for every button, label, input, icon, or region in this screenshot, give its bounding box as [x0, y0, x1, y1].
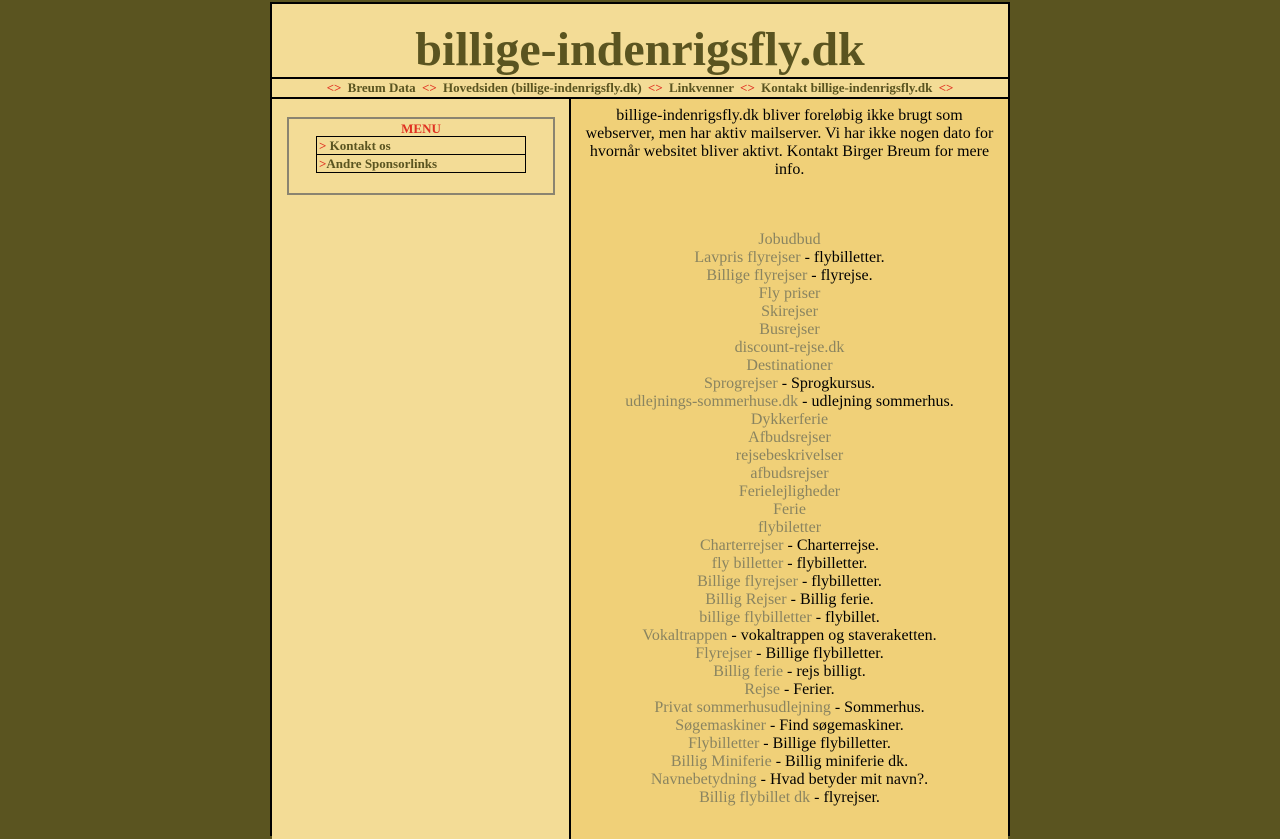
- link-row: [571, 375, 1008, 393]
- link-description: - udlejning sommerhus.: [798, 393, 954, 410]
- menu-item-sponsor-links[interactable]: [317, 155, 525, 173]
- link-row: [571, 735, 1008, 753]
- link-row: [571, 321, 1008, 339]
- menu-item-contact[interactable]: [317, 137, 525, 155]
- link-description: - vokaltrappen og staveraketten.: [727, 627, 937, 644]
- link-row: [571, 681, 1008, 699]
- menu-list: [316, 136, 526, 173]
- link-row: [571, 501, 1008, 519]
- sponsor-link[interactable]: Flybilletter: [688, 735, 760, 752]
- sponsor-link[interactable]: Charterrejser: [699, 537, 784, 554]
- sponsor-link[interactable]: Billige flyrejser: [697, 573, 798, 590]
- link-row: [571, 627, 1008, 645]
- nav-separator: <>: [740, 80, 755, 95]
- link-row: [571, 285, 1008, 303]
- sponsor-link[interactable]: flybiletter: [757, 519, 822, 536]
- nav-link-home[interactable]: Hovedsiden (billige-indenrigsfly.dk): [443, 80, 642, 95]
- sponsor-link[interactable]: Ferie: [773, 501, 806, 518]
- link-description: - flyrejser.: [810, 789, 880, 806]
- site-header: [272, 4, 1008, 79]
- link-description: - Billig miniferie dk.: [771, 753, 909, 770]
- sponsor-link[interactable]: Billig Miniferie: [670, 753, 772, 770]
- sponsor-link[interactable]: Sprogrejser: [703, 375, 778, 392]
- sponsor-link[interactable]: Privat sommerhusudlejning: [654, 699, 831, 716]
- page-frame: [270, 2, 1010, 836]
- link-description: - Billig ferie.: [786, 591, 874, 608]
- link-description: - Billige flybilletter.: [752, 645, 884, 662]
- link-description: - Charterrejse.: [783, 537, 880, 554]
- sponsor-link[interactable]: afbudsrejser: [750, 465, 829, 482]
- sponsor-link[interactable]: Billig Rejser: [705, 591, 787, 608]
- link-description: - Ferier.: [779, 681, 835, 698]
- link-row: [571, 231, 1008, 249]
- link-row: [571, 249, 1008, 267]
- link-row: [571, 609, 1008, 627]
- link-row: [571, 717, 1008, 735]
- link-description: - flybilletter.: [783, 555, 868, 572]
- site-title: billige-indenrigsfly.dk: [415, 23, 865, 76]
- link-row: [571, 789, 1008, 807]
- sponsor-link[interactable]: Navnebetydning: [650, 771, 757, 788]
- sponsor-link[interactable]: Afbudsrejser: [748, 429, 831, 446]
- link-description: - Sommerhus.: [830, 699, 925, 716]
- link-description: - Billige flybilletter.: [759, 735, 891, 752]
- menu-item-label: Kontakt os: [326, 138, 391, 153]
- menu-box: [287, 117, 555, 195]
- link-description: - Find søgemaskiner.: [765, 717, 904, 734]
- menu-arrow-icon: >: [319, 156, 327, 171]
- main-content: [571, 99, 1008, 839]
- left-sidebar: [272, 99, 571, 839]
- sponsor-link[interactable]: billige flybilletter: [699, 609, 812, 626]
- link-description: - flybillet.: [811, 609, 880, 626]
- nav-separator: <>: [326, 80, 342, 95]
- sponsor-link[interactable]: Billig flybillet dk: [699, 789, 811, 806]
- sponsor-link[interactable]: Jobudbud: [758, 231, 821, 248]
- nav-link-contact[interactable]: Kontakt billige-indenrigsfly.dk: [761, 80, 933, 95]
- link-row: [571, 699, 1008, 717]
- link-row: [571, 483, 1008, 501]
- menu-arrow-icon: >: [319, 138, 327, 153]
- sponsor-link[interactable]: Busrejser: [759, 321, 820, 338]
- nav-link-breum-data[interactable]: Breum Data: [347, 80, 416, 95]
- link-description: - flyrejse.: [807, 267, 873, 284]
- link-description: - flybilletter.: [797, 573, 882, 590]
- link-description: - Sprogkursus.: [777, 375, 876, 392]
- link-description: - Hvad betyder mit navn?.: [756, 771, 929, 788]
- link-row: [571, 429, 1008, 447]
- link-row: [571, 537, 1008, 555]
- link-row: [571, 771, 1008, 789]
- link-row: [571, 465, 1008, 483]
- link-row: [571, 339, 1008, 357]
- link-row: [571, 447, 1008, 465]
- link-row: [571, 357, 1008, 375]
- link-row: [571, 555, 1008, 573]
- sponsor-link[interactable]: Lavpris flyrejser: [694, 249, 801, 266]
- link-row: [571, 573, 1008, 591]
- link-row: [571, 393, 1008, 411]
- sponsor-link[interactable]: Søgemaskiner: [675, 717, 766, 734]
- nav-separator: <>: [647, 80, 663, 95]
- link-row: [571, 303, 1008, 321]
- sponsor-link[interactable]: Skirejser: [761, 303, 818, 320]
- sponsor-link[interactable]: Billig ferie: [713, 663, 784, 680]
- sponsor-link[interactable]: rejsebeskrivelser: [735, 447, 844, 464]
- notice-text: billige-indenrigsfly.dk bliver foreløbig ikke brugt som webserver, men har aktiv mailserver. Vi har ikke nogen dato for hvornår websitet bliver aktivt. Kontakt Birger Breum for mere info.: [585, 107, 994, 178]
- nav-link-linkvenner[interactable]: Linkvenner: [669, 80, 734, 95]
- sponsor-link[interactable]: Destinationer: [746, 357, 833, 374]
- content-row: [272, 99, 1008, 839]
- sponsor-link[interactable]: fly billetter: [711, 555, 784, 572]
- link-row: [571, 411, 1008, 429]
- sponsor-link[interactable]: discount-rejse.dk: [734, 339, 845, 356]
- sponsor-links-list: [571, 231, 1008, 807]
- link-description: - flybilletter.: [800, 249, 885, 266]
- menu-item-label: Andre Sponsorlinks: [326, 156, 438, 171]
- sponsor-link[interactable]: udlejnings-sommerhuse.dk: [625, 393, 799, 410]
- link-row: [571, 519, 1008, 537]
- link-description: - rejs billigt.: [783, 663, 866, 680]
- link-row: [571, 267, 1008, 285]
- sponsor-link[interactable]: Dykkerferie: [750, 411, 829, 428]
- sponsor-link[interactable]: Flyrejser: [695, 645, 753, 662]
- sponsor-link[interactable]: Rejse: [744, 681, 780, 698]
- top-navigation: [272, 79, 1008, 99]
- nav-separator: <>: [421, 80, 437, 95]
- menu-title: MENU: [401, 121, 441, 136]
- link-row: [571, 663, 1008, 681]
- link-row: [571, 645, 1008, 663]
- link-row: [571, 753, 1008, 771]
- sponsor-link[interactable]: Vokaltrappen: [642, 627, 728, 644]
- sponsor-link[interactable]: Billige flyrejser: [706, 267, 808, 284]
- sponsor-link[interactable]: Fly priser: [758, 285, 821, 302]
- sponsor-link[interactable]: Ferielejligheder: [738, 483, 841, 500]
- nav-separator: <>: [938, 80, 954, 95]
- link-row: [571, 591, 1008, 609]
